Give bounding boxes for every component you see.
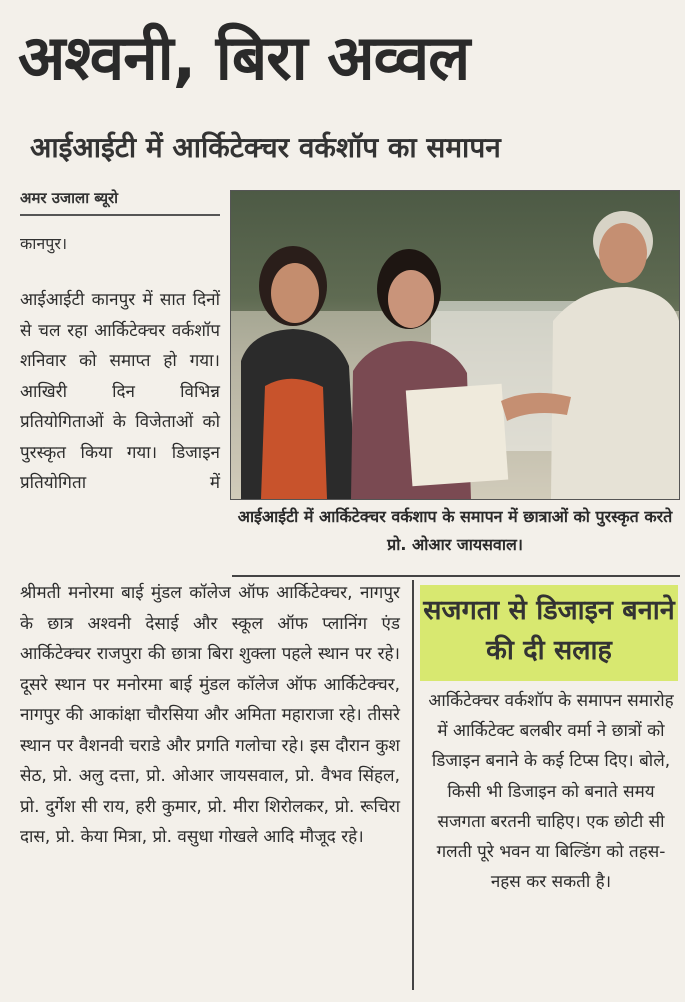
sidebar-paragraph: आर्किटेक्चर वर्कशॉप के समापन समारोह में आर्किटेक्ट बलबीर वर्मा ने छात्रों को डिजाइन बनाने के कई टिप्स दिए। बोले, किसी भी डिजाइन को बनाते समय सजगता बरतनी चाहिए। एक छोटी सी गलती पूरे भवन या बिल्डिंग को तहस-नहस कर सकती है।: [428, 691, 674, 893]
column-divider: [232, 575, 680, 577]
lead-paragraph: आईआईटी कानपुर में सात दिनों से चल रहा आर्किटेक्चर वर्कशॉप शनिवार को समाप्त हो गया। आखिरी दिन विभिन्न प्रतियोगिताओं के विजेताओं को पुरस्कृत किया गया। डिजाइन प्रतियोगिता में: [20, 290, 220, 493]
byline: अमर उजाला ब्यूरो: [20, 188, 220, 216]
subheadline: आईआईटी में आर्किटेक्चर वर्कशॉप का समापन: [30, 131, 501, 164]
photo-illustration: [231, 191, 679, 499]
sidebar-title: सजगता से डिजाइन बनाने की दी सलाह: [420, 585, 678, 681]
news-photo: [230, 190, 680, 500]
dateline: कानपुर।: [20, 234, 68, 253]
vertical-divider: [412, 580, 414, 990]
photo-caption: आईआईटी में आर्किटेक्चर वर्कशाप के समापन में छात्राओं को पुरस्कृत करते प्रो. ओआर जायसवाल।: [237, 507, 673, 554]
headline: अश्वनी, बिरा अव्वल: [18, 21, 470, 94]
main-paragraph: श्रीमती मनोरमा बाई मुंडल कॉलेज ऑफ आर्किटेक्चर, नागपुर के छात्र अश्वनी देसाई और स्कूल ऑफ प्लानिंग एंड आर्किटेक्चर राजपुरा की छात्रा बिरा शुक्ला पहले स्थान पर रहे। दूसरे स्थान पर मनोरमा बाई मुंडल कॉलेज ऑफ आर्किटेक्चर, नागपुर की आकांक्षा चौरसिया और अमिता महाराजा रहे। तीसरे स्थान पर वैशनवी चराडे और प्रगति गलोचा रहे। इस दौरान कुश सेठ, प्रो. अलु दत्ता, प्रो. ओआर जायसवाल, प्रो. वैभव सिंहल, प्रो. दुर्गेश सी राय, हरी कुमार, प्रो. मीरा शिरोलकर, प्रो. रूचिरा दास, प्रो. केया मित्रा, प्रो. वसुधा गोखले आदि मौजूद रहे।: [20, 583, 400, 847]
